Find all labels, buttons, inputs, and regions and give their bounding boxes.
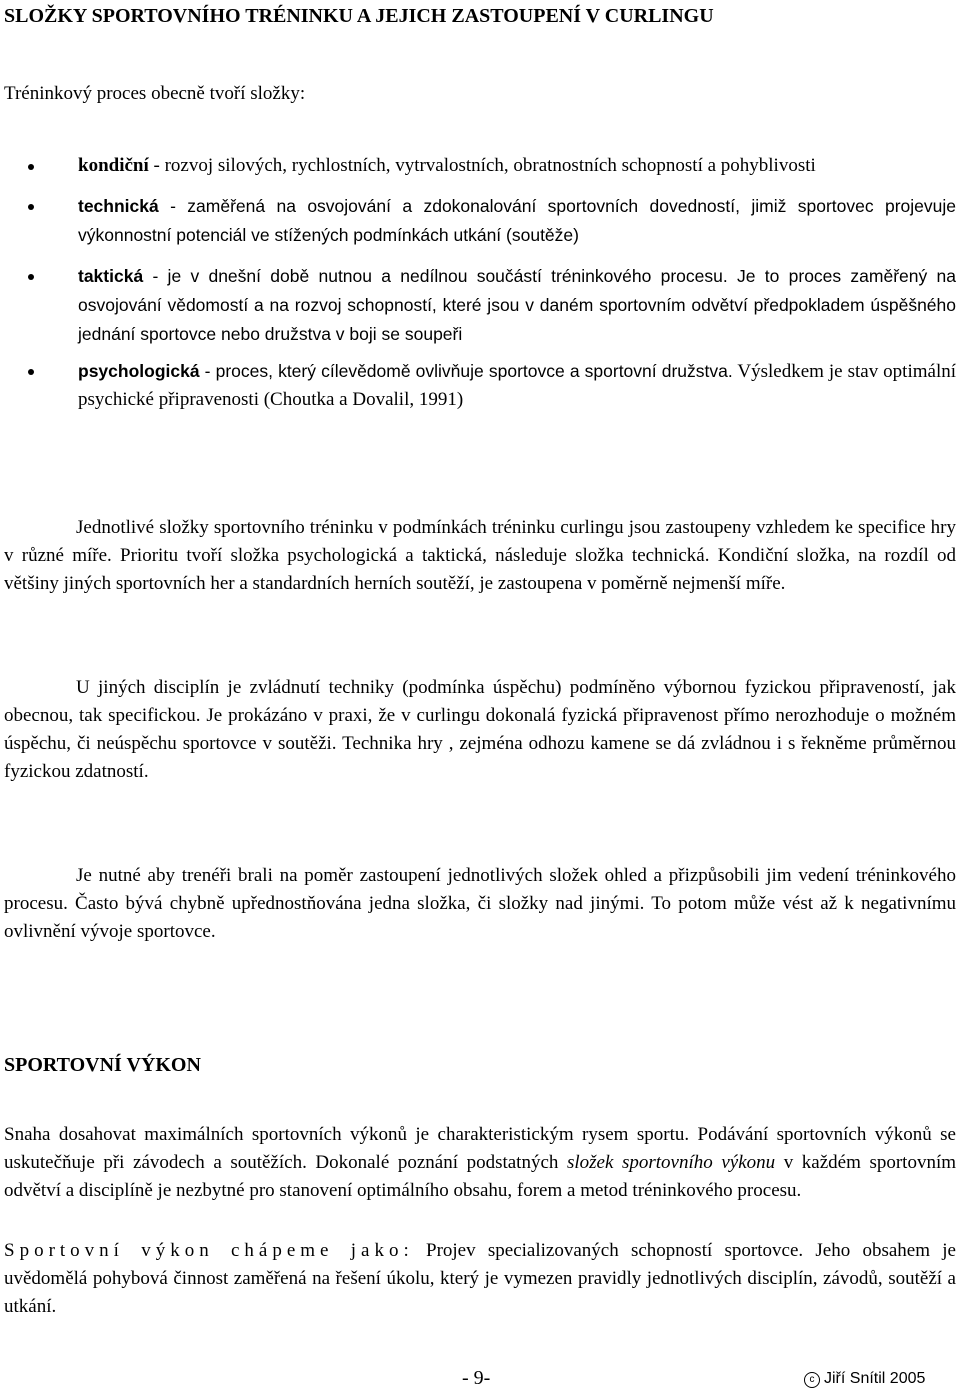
paragraph — [4, 1237, 956, 1321]
component-term: psychologická — [78, 361, 200, 381]
document-page — [4, 0, 956, 1389]
list-item — [4, 152, 956, 180]
page-title: SLOŽKY SPORTOVNÍHO TRÉNINKU A JEJICH ZASTOUPENÍ V CURLINGU — [4, 5, 714, 27]
training-components-list — [4, 152, 956, 426]
paragraph-text: Projev specializovaných schopností sportovce. Jeho obsahem je uvědomělá pohybová činnost zaměřená na řešení úkolu, který je vymezen pravidly jednotlivých disciplín, závodů, soutěží a utkání. — [4, 1240, 956, 1317]
component-text: - zaměřená na osvojování a zdokonalování sportovních dovedností, jimiž sportovec projevuje výkonnostní potenciál ve stížených podmínkách utkání (soutěže) — [78, 196, 956, 245]
emphasis-text: složek sportovního výkonu — [566, 1152, 776, 1173]
bullet-icon — [28, 204, 34, 210]
bullet-icon — [28, 164, 34, 170]
spaced-lead-text: Sportovní výkon chápeme jako: — [4, 1240, 414, 1261]
list-item — [4, 192, 956, 250]
paragraph: U jiných disciplín je zvládnutí techniky (podmínka úspěchu) podmíněno výbornou fyzickou připraveností, jak obecnou, tak specifickou. Je prokázáno v praxi, že v curlingu dokonalá fyzická připravenost přímo nerozhoduje o možném úspěchu, či neúspěchu sportovce v soutěži. Technika hry , zejména odhozu kamene se dá zvládnou i s řekněme průměrnou fyzickou zdatností. — [4, 677, 956, 782]
component-term: kondiční — [78, 155, 149, 176]
component-text-continued: Je to proces zaměřený na osvojování vědomostí a na rozvoj schopností, které jsou v daném sportovním odvětví předpokladem úspěšného jednání sportovce nebo družstva v boji se soupeři — [78, 266, 957, 344]
bullet-icon — [28, 274, 34, 280]
copyright-notice — [804, 1368, 925, 1390]
component-text-continued: Výsledkem je stav optimální psychické připravenosti (Choutka a Dovalil, 1991) — [78, 361, 956, 410]
component-text: - proces, který cílevědomě ovlivňuje sportovce a sportovní družstva. — [199, 361, 733, 381]
paragraph-text: Snaha dosahovat maximálních sportovních výkonů je charakteristickým rysem sportu. Podávání sportovních výkonů se uskutečňuje při závodech a soutěžích. Dokonalé poznání podstatných — [4, 1124, 956, 1173]
component-term: technická — [78, 196, 159, 216]
paragraph: Jednotlivé složky sportovního tréninku v podmínkách tréninku curlingu jsou zastoupeny vzhledem ke specifice hry v různé míře. Prioritu tvoří složka psychologická a taktická, následuje složka technická. Kondiční složka, na rozdíl od většiny jiných sportovních her a standardních herních soutěží, je zastoupena v poměrně nejmenší míře. — [4, 517, 956, 594]
author-name: Jiří Snítil 2005 — [824, 1370, 926, 1387]
list-item — [4, 357, 956, 414]
list-item — [4, 262, 956, 349]
component-term: taktická — [78, 266, 144, 286]
page-number: - 9- — [462, 1367, 491, 1389]
section-title: SPORTOVNÍ VÝKON — [4, 1054, 201, 1076]
paragraph: Je nutné aby trenéři brali na poměr zastoupení jednotlivých složek ohled a přizpůsobili jim vedení tréninkového procesu. Často bývá chybně upřednostňována jedna složka, či složky nad jinými. To potom může vést až k negativnímu ovlivnění vývoje sportovce. — [4, 865, 956, 942]
paragraph — [4, 1121, 956, 1205]
component-text: - je v dnešní době nutnou a nedílnou součástí tréninkového procesu. — [143, 266, 728, 286]
copyright-icon: c — [804, 1372, 820, 1388]
component-text: - rozvoj silových, rychlostních, vytrvalostních, obratnostních schopností a pohyblivosti — [148, 155, 816, 176]
paragraph-text: v každém sportovním odvětví a disciplíně je nezbytné pro stanovení optimálního obsahu, forem a metod tréninkového procesu. — [4, 1152, 957, 1201]
bullet-icon — [28, 369, 34, 375]
intro-text: Tréninkový proces obecně tvoří složky: — [4, 83, 306, 104]
